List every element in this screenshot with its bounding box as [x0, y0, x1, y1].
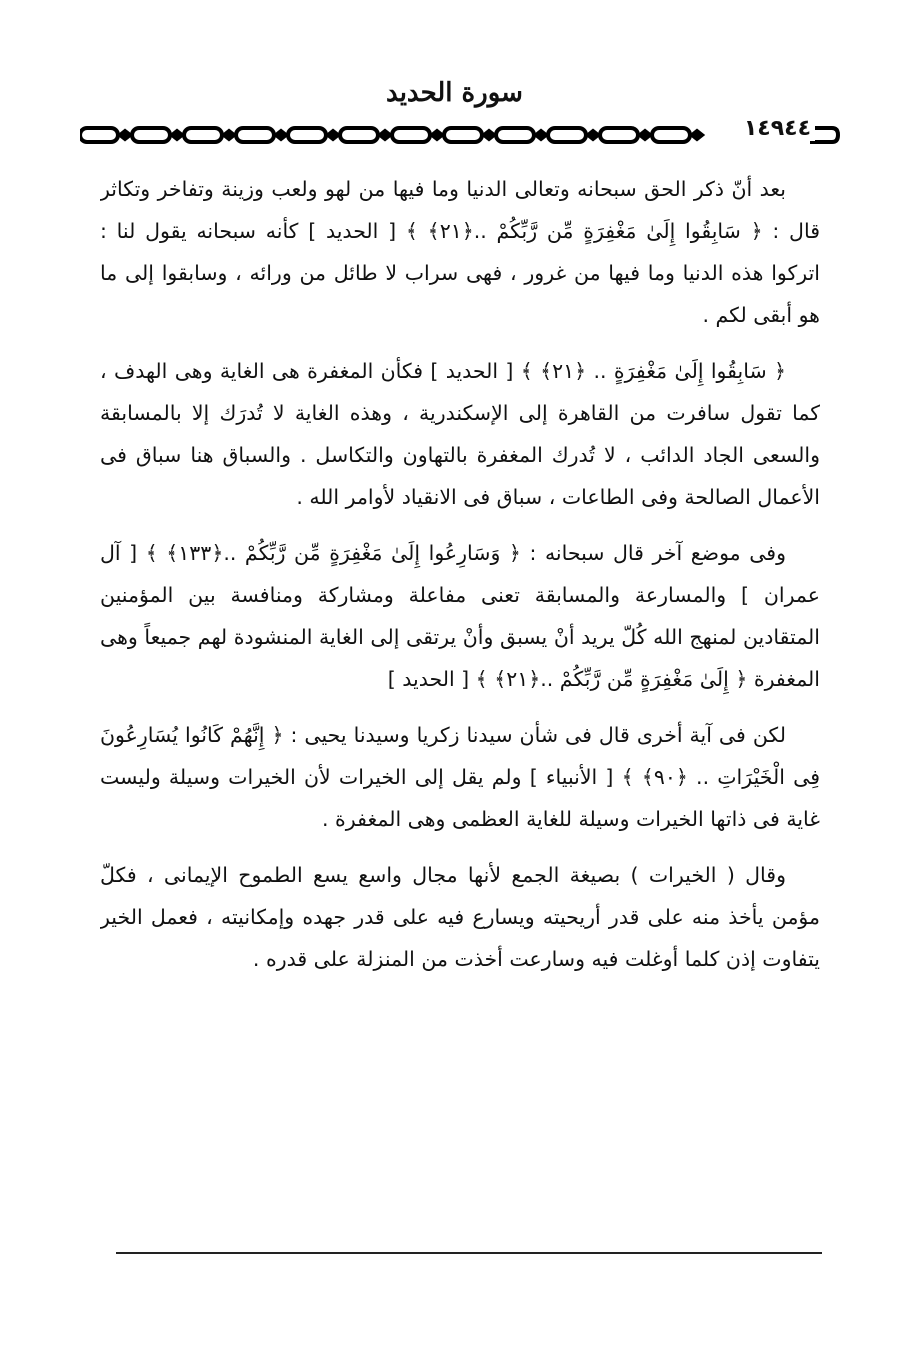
- chain-link: [496, 128, 534, 142]
- page-body: [100, 168, 820, 1218]
- chain-diamond: [172, 131, 182, 139]
- chain-link: [236, 128, 274, 142]
- chain-diamond: [432, 131, 442, 139]
- page-number: ١٤٩٤٤: [740, 116, 815, 141]
- chain-link: [548, 128, 586, 142]
- footer-rule: [116, 1252, 822, 1254]
- paragraph-5: وقال ( الخيرات ) بصيغة الجمع لأنها مجال واسع يسع الطموح الإيمانى ، فكلّ مؤمن يأخذ منه على قدر أريحيته ويسارع فيه على قدر جهده وإمكانيته ، فعمل الخير يتفاوت إذن كلما أوغلت فيه وسارعت أخذت من المنزلة على قدره .: [100, 863, 820, 971]
- chain-diamond: [380, 131, 390, 139]
- chain-link: [288, 128, 326, 142]
- chain-diamond: [328, 131, 338, 139]
- chain-link: [444, 128, 482, 142]
- paragraph-1: بعد أنّ ذكر الحق سبحانه وتعالى الدنيا وما فيها من لهو ولعب وزينة وتفاخر وتكاثر قال : ﴿ سَابِقُوا إِلَىٰ مَغْفِرَةٍ مِّن رَّبِّكُمْ ..﴿٢١﴾ ﴾ [ الحديد ] كأنه سبحانه يقول لنا : اتركوا هذه الدنيا وما فيها من غرور ، فهى سراب لا طائل من ورائه ، وسابقوا إلى ما هو أبقى لكم .: [100, 177, 820, 327]
- chain-diamond: [484, 131, 494, 139]
- decorative-header-border: [80, 120, 840, 150]
- chain-link: [80, 128, 118, 142]
- chain-link: [392, 128, 430, 142]
- paragraph-3: وفى موضع آخر قال سبحانه : ﴿ وَسَارِعُوا إِلَىٰ مَغْفِرَةٍ مِّن رَّبِّكُمْ ..﴿١٣٣﴾ ﴾ [ آل عمران ] والمسارعة والمسابقة تعنى مفاعلة ومشاركة ومنافسة بين المؤمنين المتقادين لمنهج الله كُلّ يريد أنْ يسبق وأنْ يرتقى إلى الغاية المنشودة لهم جميعاً وهى المغفرة ﴿ إِلَىٰ مَغْفِرَةٍ مِّن رَّبِّكُمْ ..﴿٢١﴾ ﴾ [ الحديد ]: [100, 541, 820, 691]
- chain-link: [600, 128, 638, 142]
- chain-diamond: [692, 131, 702, 139]
- paragraph-2: ﴿ سَابِقُوا إِلَىٰ مَغْفِرَةٍ .. ﴿٢١﴾ ﴾ [ الحديد ] فكأن المغفرة هى الغاية وهى الهدف ، كما تقول سافرت من القاهرة إلى الإسكندرية ، وهذه الغاية لا تُدرَك إلا بالمسابقة والسعى الجاد الدائب ، لا تُدرك المغفرة بالتهاون والتكاسل . والسباق هنا سباق فى الأعمال الصالحة وفى الطاعات ، سباق فى الانقياد لأوامر الله .: [100, 359, 820, 509]
- chain-diamond: [588, 131, 598, 139]
- chain-diamond: [120, 131, 130, 139]
- paragraph-4: لكن فى آية أخرى قال فى شأن سيدنا زكريا وسيدنا يحيى : ﴿ إِنَّهُمْ كَانُوا يُسَارِعُونَ فِى الْخَيْرَاتِ .. ﴿٩٠﴾ ﴾ [ الأنبياء ] ولم يقل إلى الخيرات لأن الخيرات وسيلة وليست غاية فى ذاتها الخيرات وسيلة للغاية العظمى وهى المغفرة .: [100, 723, 820, 831]
- chain-diamond: [276, 131, 286, 139]
- chain-diamond: [536, 131, 546, 139]
- chain-link: [132, 128, 170, 142]
- chain-diamond: [640, 131, 650, 139]
- chain-link: [340, 128, 378, 142]
- surah-title: سورة الحديد: [386, 78, 523, 108]
- chain-diamond: [224, 131, 234, 139]
- chain-link: [184, 128, 222, 142]
- chain-link: [652, 128, 690, 142]
